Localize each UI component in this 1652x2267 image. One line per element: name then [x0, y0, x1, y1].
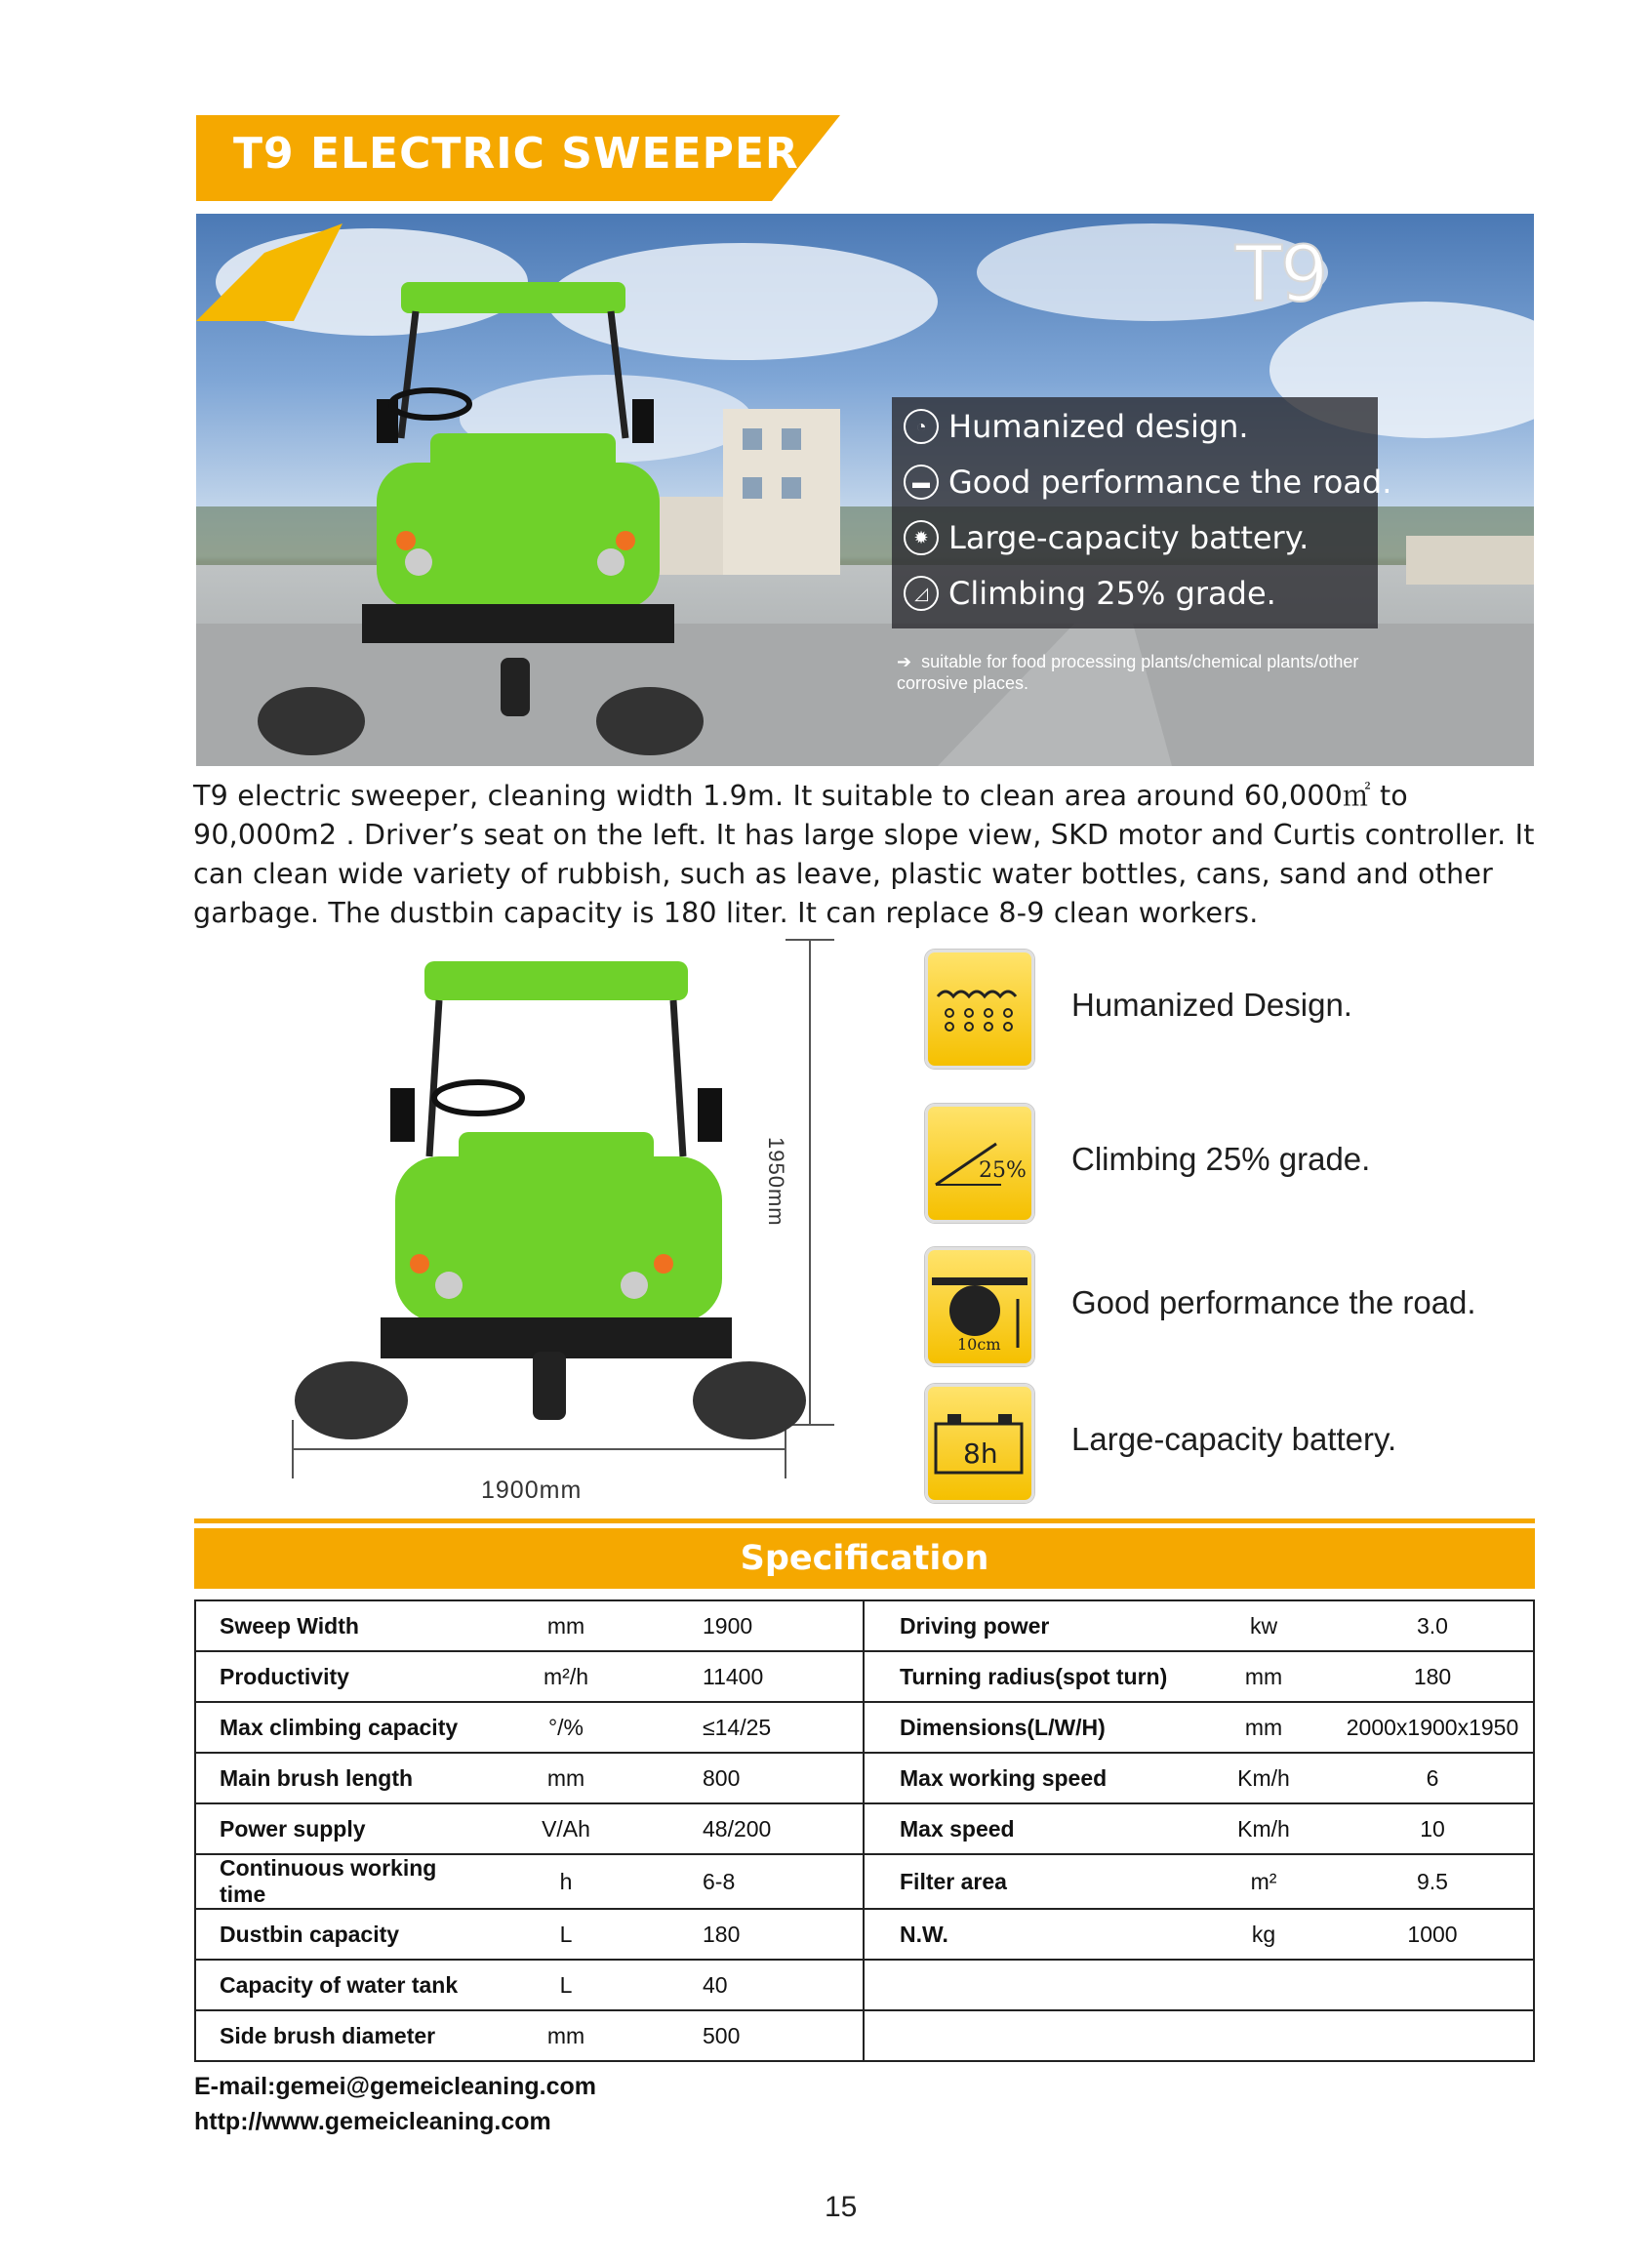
spec-value: 1900 — [644, 1600, 864, 1651]
spec-value: 48/200 — [644, 1803, 864, 1854]
spec-value: 3.0 — [1332, 1600, 1534, 1651]
spec-name: Capacity of water tank — [195, 1960, 488, 2010]
height-dimension-label: 1950mm — [764, 1137, 788, 1227]
spec-unit: m² — [1195, 1854, 1332, 1909]
spec-name: Dustbin capacity — [195, 1909, 488, 1960]
spec-unit: Km/h — [1195, 1803, 1332, 1854]
spec-name: Max climbing capacity — [195, 1702, 488, 1753]
spec-unit: m²/h — [488, 1651, 644, 1702]
icon-feature-label: Climbing 25% grade. — [1071, 1141, 1371, 1177]
spec-row — [195, 1753, 1534, 1803]
spec-row — [195, 1909, 1534, 1960]
spec-unit: mm — [488, 2010, 644, 2061]
spec-name: Productivity — [195, 1651, 488, 1702]
feature-panel — [892, 397, 1392, 628]
climbing-grade-icon — [925, 1104, 1034, 1223]
spec-name — [864, 2010, 1195, 2061]
spec-unit: °/% — [488, 1702, 644, 1753]
spec-value: ≤14/25 — [644, 1702, 864, 1753]
hero-photo — [196, 214, 1534, 766]
hero-feature-label: Climbing 25% grade. — [948, 575, 1276, 612]
title-banner — [196, 115, 840, 201]
width-dimension-label: 1900mm — [481, 1477, 583, 1504]
contact-info — [194, 2069, 596, 2139]
spec-divider — [194, 1518, 1535, 1523]
spec-value: 2000x1900x1950 — [1332, 1702, 1534, 1753]
product-description: T9 electric sweeper, cleaning width 1.9m. It suitable to clean area around 60,000㎡ to 90,000m2 . Driver’s seat on the left. It has large slope view, SKD motor and Curtis controller. It can clean wide variety of rubbish, such as leave, plastic water bottles, cans, sand and other garbage. The dustbin capacity is 180 liter. It can replace 8-9 clean workers. — [193, 780, 1535, 929]
spec-unit: kg — [1195, 1909, 1332, 1960]
spec-value: 10 — [1332, 1803, 1534, 1854]
spec-value: 180 — [644, 1909, 864, 1960]
spec-name — [864, 1960, 1195, 2010]
page-title: T9 ELECTRIC SWEEPER — [233, 129, 799, 179]
icon-feature-humanized — [925, 950, 1530, 1071]
humanized-design-icon — [925, 950, 1034, 1069]
contact-website[interactable]: http://www.gemeicleaning.com — [194, 2108, 551, 2135]
spec-value: 40 — [644, 1960, 864, 2010]
spec-value: 1000 — [1332, 1909, 1534, 1960]
spec-row — [195, 1803, 1534, 1854]
spec-row — [195, 1854, 1534, 1909]
hero-feature-label: Humanized design. — [948, 408, 1249, 445]
spec-value: 800 — [644, 1753, 864, 1803]
battery-icon-text: 8h — [963, 1437, 998, 1470]
spec-unit: kw — [1195, 1600, 1332, 1651]
spec-unit: V/Ah — [488, 1803, 644, 1854]
page-number: 15 — [825, 2191, 858, 2223]
spec-name: N.W. — [864, 1909, 1195, 1960]
spec-unit: mm — [1195, 1702, 1332, 1753]
hero-feature-road — [904, 461, 1391, 504]
spec-value: 180 — [1332, 1651, 1534, 1702]
hero-feature-climbing — [904, 572, 1276, 615]
hero-feature-battery — [904, 516, 1309, 559]
spec-value: 6-8 — [644, 1854, 864, 1909]
road-performance-icon — [925, 1247, 1034, 1366]
spec-name: Power supply — [195, 1803, 488, 1854]
spec-name: Driving power — [864, 1600, 1195, 1651]
contact-email[interactable]: E-mail:gemei@gemeicleaning.com — [194, 2073, 596, 2100]
spec-name: Max speed — [864, 1803, 1195, 1854]
spec-value: 9.5 — [1332, 1854, 1534, 1909]
spec-unit: L — [488, 1960, 644, 2010]
spec-unit: h — [488, 1854, 644, 1909]
icon-feature-label: Humanized Design. — [1071, 987, 1352, 1023]
battery-wheel-icon: ✹ — [904, 520, 939, 555]
icon-feature-label: Large-capacity battery. — [1071, 1421, 1397, 1457]
spec-unit: L — [488, 1909, 644, 1960]
spec-name: Turning radius(spot turn) — [864, 1651, 1195, 1702]
battery-icon — [925, 1384, 1034, 1503]
icon-feature-label: Good performance the road. — [1071, 1284, 1476, 1320]
road-performance-glyph — [928, 1250, 1031, 1363]
spec-header — [194, 1528, 1535, 1589]
model-badge-shape — [196, 214, 342, 345]
spec-unit — [1195, 1960, 1332, 2010]
spec-unit — [1195, 2010, 1332, 2061]
icon-feature-climbing — [925, 1104, 1530, 1225]
hero-feature-humanized — [904, 405, 1249, 448]
slope-icon: ◿ — [904, 576, 939, 611]
spec-unit: mm — [1195, 1651, 1332, 1702]
hero-feature-label: Good performance the road. — [948, 464, 1392, 501]
spec-row — [195, 2010, 1534, 2061]
spec-value — [1332, 1960, 1534, 2010]
spec-name: Side brush diameter — [195, 2010, 488, 2061]
hero-note-text: suitable for food processing plants/chemical plants/other corrosive places. — [897, 652, 1359, 693]
hero-note — [897, 651, 1424, 694]
battery-glyph — [928, 1387, 1031, 1500]
spec-name: Main brush length — [195, 1753, 488, 1803]
climbing-grade-glyph — [928, 1107, 1031, 1220]
spec-row — [195, 1600, 1534, 1651]
hero-feature-label: Large-capacity battery. — [948, 519, 1310, 556]
climbing-grade-icon-text: 25% — [979, 1158, 1027, 1183]
spec-value: 11400 — [644, 1651, 864, 1702]
spec-name: Dimensions(L/W/H) — [864, 1702, 1195, 1753]
spec-value: 500 — [644, 2010, 864, 2061]
spec-table — [194, 1599, 1535, 2062]
model-badge: T9 — [1235, 231, 1327, 319]
spec-title: Specification — [740, 1539, 989, 1578]
spec-name: Max working speed — [864, 1753, 1195, 1803]
arrow-right-icon: ➔ — [897, 652, 912, 671]
spec-unit: mm — [488, 1600, 644, 1651]
spec-name: Sweep Width — [195, 1600, 488, 1651]
spec-row — [195, 1702, 1534, 1753]
spec-value — [1332, 2010, 1534, 2061]
road-icon: ▬ — [904, 465, 939, 500]
icon-feature-battery — [925, 1384, 1530, 1505]
spec-name: Continuous working time — [195, 1854, 488, 1909]
humanized-design-glyph — [928, 952, 1031, 1066]
gauge-icon: ◔ — [904, 409, 939, 444]
spec-unit: mm — [488, 1753, 644, 1803]
spec-name: Filter area — [864, 1854, 1195, 1909]
spec-value: 6 — [1332, 1753, 1534, 1803]
icon-feature-road — [925, 1247, 1530, 1368]
spec-unit: Km/h — [1195, 1753, 1332, 1803]
spec-row — [195, 1960, 1534, 2010]
spec-row — [195, 1651, 1534, 1702]
road-icon-text: 10cm — [957, 1335, 1001, 1354]
